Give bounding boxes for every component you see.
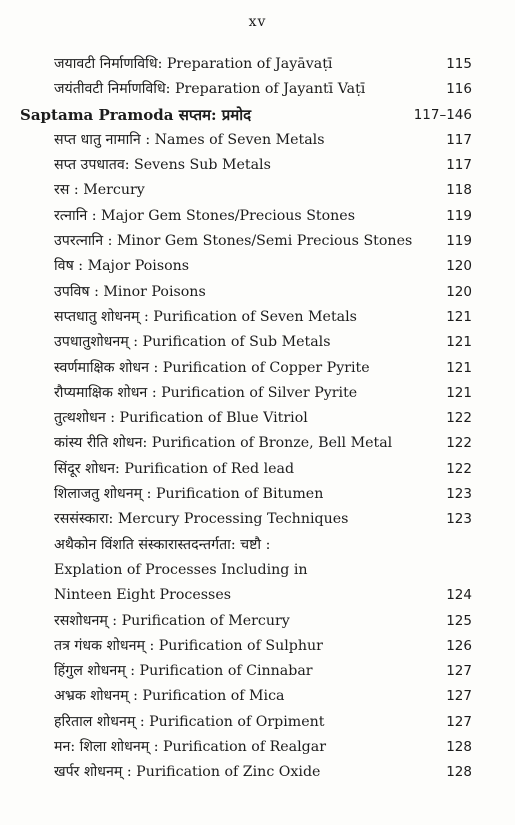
toc-entry-title: अभ्रक शोधनम् : Purification of Mica xyxy=(54,688,285,705)
toc-entry-title: उपविष : Minor Poisons xyxy=(54,283,206,300)
toc-entry-title: सप्त उपधातव: Sevens Sub Metals xyxy=(54,157,271,174)
toc-entry-title: जयावटी निर्माणविधि: Preparation of Jayāvaṭī xyxy=(54,56,333,72)
toc-entry-title: विष : Major Poisons xyxy=(54,258,190,275)
toc-page-number: 118 xyxy=(446,182,472,199)
toc-page-number: 117 xyxy=(446,131,472,148)
toc-entry-title: कांस्य रीति शोधन: Purification of Bronze, Bell Metal xyxy=(54,435,393,452)
toc-entry-mica xyxy=(0,684,515,709)
toc-entry-title: खर्पर शोधनम् : Purification of Zinc Oxide xyxy=(54,764,321,781)
toc-entry-sub-metals xyxy=(0,153,515,178)
toc-entry-title: मन: शिला शोधनम् : Purification of Realgar xyxy=(54,739,326,756)
toc-section-title: Saptama Pramoda सप्तम: प्रमोद xyxy=(20,105,252,124)
toc-entry-title: रस : Mercury xyxy=(54,182,145,199)
toc-entry-title: हरिताल शोधनम् : Purification of Orpiment xyxy=(54,713,325,730)
toc-page-number: 121 xyxy=(446,359,472,376)
toc-page-number: 122 xyxy=(446,435,472,452)
toc-entry-title: रससंस्कारा: Mercury Processing Techniques xyxy=(54,511,349,528)
toc-entry-title: तत्र गंधक शोधनम् : Purification of Sulphur xyxy=(54,637,323,654)
toc-entry-title: रत्नानि : Major Gem Stones/Precious Stones xyxy=(54,207,355,224)
toc-entry-title: सिंदूर शोधन: Purification of Red lead xyxy=(54,460,295,477)
toc-page-number: 119 xyxy=(446,233,472,250)
toc-entry-major-gems xyxy=(0,204,515,229)
toc-entry-mercury xyxy=(0,178,515,203)
toc-entry-title: Ninteen Eight Processes xyxy=(54,587,232,604)
toc-page-number: 123 xyxy=(446,486,472,503)
toc-entry-title: जयंतीवटी निर्माणविधि: Preparation of Jayantī Vaṭī xyxy=(54,81,366,98)
toc-page-number: 122 xyxy=(446,460,472,477)
toc-page-number: 122 xyxy=(446,410,472,427)
toc-page-number: 120 xyxy=(446,283,472,300)
toc-page-number: 128 xyxy=(446,739,472,756)
toc-page-number: 115 xyxy=(446,56,472,72)
toc-entry-mercury-processing xyxy=(0,507,515,532)
toc-entry-processes-line3 xyxy=(0,583,515,608)
toc-page-number: 126 xyxy=(446,637,472,654)
toc-entry-title: अथैकोन विंशति संस्कारास्तदन्तर्गता: चष्टौ : xyxy=(54,536,271,553)
toc-entry-title: तुत्थशोधन : Purification of Blue Vitriol xyxy=(54,410,308,427)
toc-page-number: 121 xyxy=(446,384,472,401)
toc-entry-copper-pyrite xyxy=(0,356,515,381)
toc-entry-realgar xyxy=(0,735,515,760)
toc-page-number: 125 xyxy=(446,612,472,629)
toc-entry-processes-line2 xyxy=(0,558,515,583)
toc-entry-zinc-oxide xyxy=(0,760,515,785)
toc-entry-silver-pyrite xyxy=(0,381,515,406)
toc-page-number: 123 xyxy=(446,511,472,528)
toc-entry-title: Explation of Processes Including in xyxy=(54,561,308,578)
toc-entry-title: सप्त धातु नामानि : Names of Seven Metals xyxy=(54,131,325,148)
toc-page-number: 124 xyxy=(446,587,472,604)
toc-entry-minor-poisons xyxy=(0,280,515,305)
toc-page-number: 116 xyxy=(446,81,472,98)
toc-entry-purify-mercury xyxy=(0,609,515,634)
toc-entry-purify-sub-metals xyxy=(0,330,515,355)
toc-page-number: 117 xyxy=(446,157,472,174)
toc-page-number: 127 xyxy=(446,663,472,680)
toc-entry-title: शिलाजतु शोधनम् : Purification of Bitumen xyxy=(54,486,324,503)
table-of-contents xyxy=(0,52,515,786)
toc-entry-bitumen xyxy=(0,482,515,507)
page-number: xv xyxy=(248,14,267,30)
toc-entry-jayanti-vati xyxy=(0,77,515,102)
toc-section-saptama-pramoda xyxy=(0,103,515,128)
toc-entry-title: उपरत्नानि : Minor Gem Stones/Semi Precious Stones xyxy=(54,233,413,250)
toc-entry-orpiment xyxy=(0,710,515,735)
toc-entry-cinnabar xyxy=(0,659,515,684)
toc-entry-bronze xyxy=(0,431,515,456)
toc-entry-title: हिंगुल शोधनम् : Purification of Cinnabar xyxy=(54,663,313,680)
toc-entry-title: उपधातुशोधनम् : Purification of Sub Metals xyxy=(54,334,331,351)
toc-entry-blue-vitriol xyxy=(0,406,515,431)
toc-page-number: 127 xyxy=(446,713,472,730)
toc-entry-title: सप्तधातु शोधनम् : Purification of Seven Metals xyxy=(54,308,357,325)
toc-page-number: 127 xyxy=(446,688,472,705)
toc-entry-purify-seven-metals xyxy=(0,305,515,330)
toc-page-range: 117–146 xyxy=(413,106,472,123)
toc-entry-seven-metals xyxy=(0,128,515,153)
toc-entry-sulphur xyxy=(0,634,515,659)
toc-entry-minor-gems xyxy=(0,229,515,254)
toc-entry-processes-sanskrit xyxy=(0,533,515,558)
toc-page-number: 121 xyxy=(446,334,472,351)
toc-page-number: 128 xyxy=(446,764,472,781)
toc-entry-red-lead xyxy=(0,457,515,482)
toc-entry-major-poisons xyxy=(0,254,515,279)
toc-entry-title: स्वर्णमाक्षिक शोधन : Purification of Copper Pyrite xyxy=(54,359,370,376)
toc-page-number: 119 xyxy=(446,207,472,224)
toc-entry-jayavati xyxy=(0,52,515,77)
toc-entry-title: रौप्यमाक्षिक शोधन : Purification of Silver Pyrite xyxy=(54,384,358,401)
toc-entry-title: रसशोधनम् : Purification of Mercury xyxy=(54,612,290,629)
toc-page-number: 120 xyxy=(446,258,472,275)
toc-page-number: 121 xyxy=(446,308,472,325)
